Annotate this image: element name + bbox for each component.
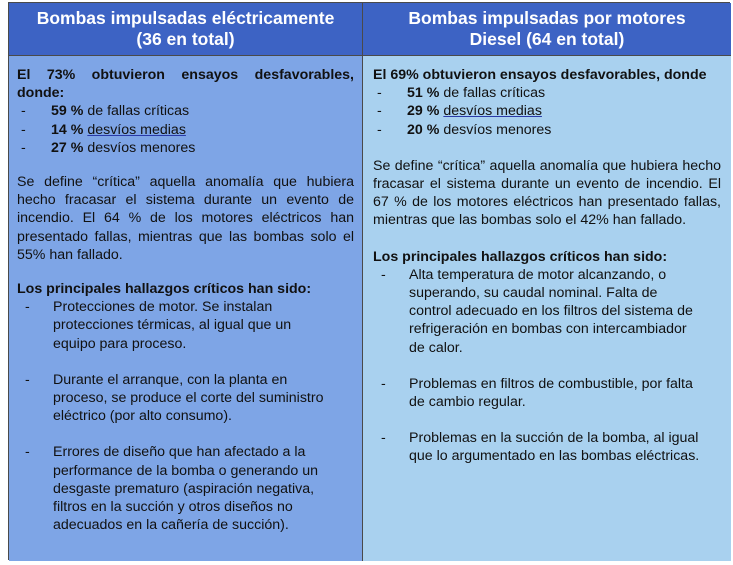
bullet-dash: - (377, 103, 382, 120)
finding-text: Problemas en la succión de la bomba, al igual que lo argumentado en las bombas eléctricas. (409, 430, 700, 465)
stat-item (373, 102, 721, 120)
finding-text: Errores de diseño que han afectado a la performance de la bomba o generando un desgaste prematuro (aspiración negativa, filtros en la succión y otros diseños no adecuados en la cañería de succión). (53, 444, 319, 534)
right-definition-paragraph: Se define “crítica” aquella anomalía que hubiera hecho fracasar el sistema durante un evento de incendio. El 67 % de los motores eléctricos han presentado fallas, mientras que las bombas solo el 42% han fallado. (373, 157, 721, 229)
stat-text: de fallas críticas (87, 103, 190, 120)
left-definition-paragraph: Se define “crítica” aquella anomalía que hubiera hecho fracasar el sistema durante un evento de incendio. El 64 % de los motores eléctricos han presentado fallas, mientras que las bombas solo el 55% han fallado. (17, 174, 354, 263)
finding-text: Protecciones de motor. Se instalan protecciones térmicas, al igual que un equipo para proceso. (53, 299, 292, 352)
bullet-dash: - (377, 85, 382, 102)
bullet-dash: - (381, 375, 386, 392)
bullet-dash: - (25, 371, 30, 388)
bullet-dash: - (21, 103, 26, 120)
finding-text: Durante el arranque, con la planta en proceso, se produce el corte del suministro eléctrico (por alto consumo). (53, 371, 324, 425)
left-column-body (9, 56, 363, 561)
bullet-dash: - (381, 266, 386, 283)
left-column-header (9, 3, 363, 56)
stat-text: desvíos menores (87, 139, 196, 156)
left-intro: El 73% obtuvieron ensayos desfavorables, donde: (17, 67, 354, 102)
stat-text: desvíos medias (443, 103, 542, 120)
bullet-dash: - (25, 299, 30, 316)
stat-item (17, 121, 354, 139)
stat-text: desvíos medias (87, 121, 186, 138)
left-header-line-2: (36 en total) (136, 29, 235, 49)
left-stats-list (17, 102, 354, 157)
right-header-line-2: Diesel (64 en total) (469, 29, 625, 49)
stat-item (17, 102, 354, 120)
finding-item (17, 298, 354, 353)
bullet-dash: - (25, 444, 30, 461)
left-findings-title: Los principales hallazgos críticos han sido: (17, 281, 312, 298)
bullet-dash: - (381, 430, 386, 447)
right-findings-list (373, 266, 721, 466)
stat-percent: 27 % (51, 139, 84, 156)
stat-item (17, 139, 354, 157)
bullet-dash: - (377, 121, 382, 138)
right-header-line-1: Bombas impulsadas por motores (408, 8, 686, 28)
stat-percent: 20 % (407, 121, 440, 138)
stat-percent: 51 % (407, 85, 440, 102)
right-column-body (363, 56, 731, 561)
stat-text: desvíos menores (443, 121, 552, 138)
stat-percent: 14 % (51, 121, 84, 138)
finding-item (17, 443, 354, 534)
right-stats-list (373, 84, 721, 139)
stat-item (373, 121, 721, 139)
bullet-dash: - (21, 121, 26, 138)
stat-item (373, 84, 721, 102)
finding-item (373, 266, 721, 357)
finding-text: Problemas en filtros de combustible, por falta de cambio regular. (409, 375, 693, 411)
finding-item (17, 371, 354, 426)
left-header-line-1: Bombas impulsadas eléctricamente (36, 8, 335, 28)
left-findings-list (17, 298, 354, 534)
right-findings-title: Los principales hallazgos críticos han sido: (373, 248, 668, 265)
right-intro: El 69% obtuvieron ensayos desfavorables, donde (373, 67, 707, 83)
finding-item (373, 375, 721, 411)
stat-percent: 29 % (407, 103, 440, 120)
finding-item (373, 429, 721, 465)
right-column-header (363, 3, 731, 56)
finding-text: Alta temperatura de motor alcanzando, o superando, su caudal nominal. Falta de control adecuado en los filtros del sistema de refrigeración en bombas con intercambiador de calor. (409, 266, 693, 356)
bullet-dash: - (21, 139, 26, 156)
stat-text: de fallas críticas (443, 85, 546, 102)
stat-percent: 59 % (51, 103, 84, 120)
comparison-table (8, 2, 730, 560)
